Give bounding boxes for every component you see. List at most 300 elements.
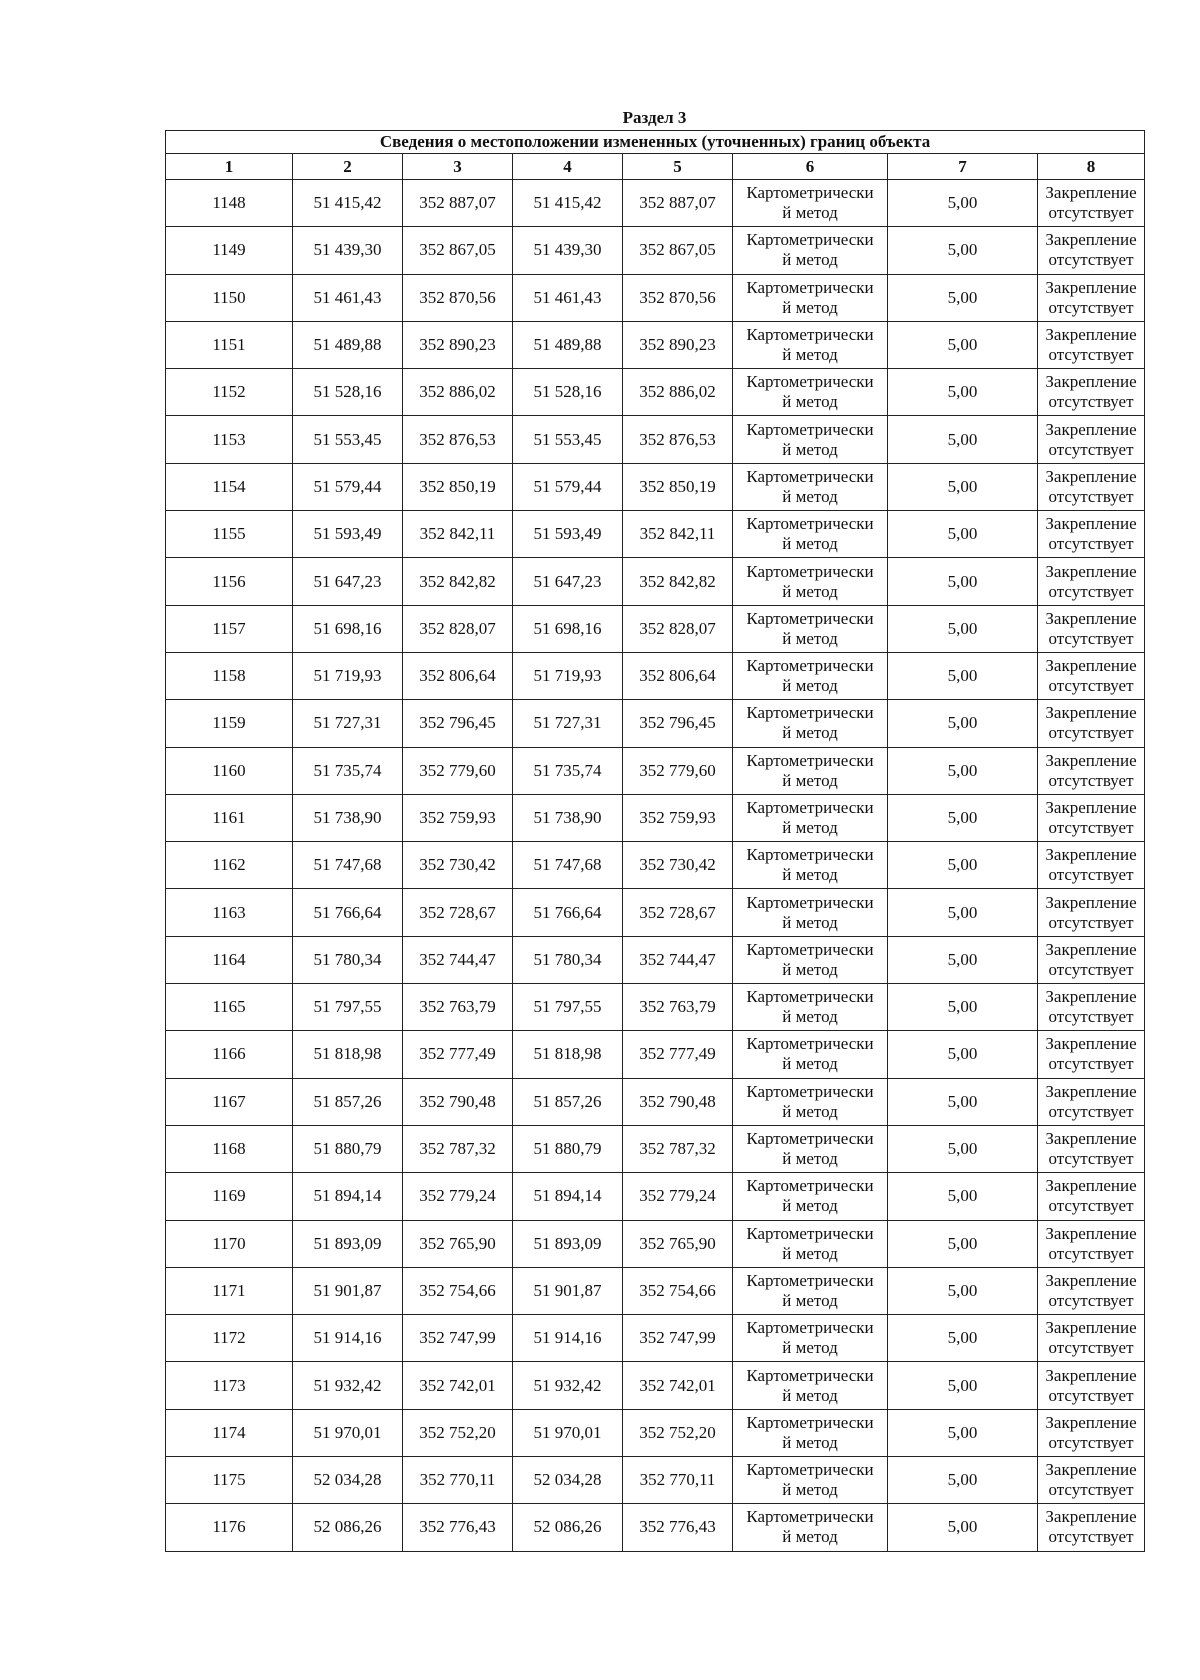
- table-cell-fixation: [1038, 747, 1145, 794]
- fixation-text-line2: отсутствует: [1048, 1243, 1134, 1263]
- method-text-line1: Картометрически: [746, 939, 874, 959]
- table-cell-y2: 352 765,90: [623, 1220, 733, 1267]
- table-cell-fixation: [1038, 1125, 1145, 1172]
- table-cell-x1: 51 894,14: [293, 1173, 403, 1220]
- table-cell-x2: 51 647,23: [513, 558, 623, 605]
- table-cell-accuracy: 5,00: [888, 794, 1038, 841]
- table-cell-n: 1164: [166, 936, 293, 983]
- table-cell-n: 1176: [166, 1504, 293, 1551]
- fixation-text-line2: отсутствует: [1048, 676, 1134, 696]
- column-number: 6: [733, 154, 888, 180]
- fixation-text-line2: отсутствует: [1048, 770, 1134, 790]
- table-cell-accuracy: 5,00: [888, 321, 1038, 368]
- table-cell-fixation: [1038, 558, 1145, 605]
- method-text-line1: Картометрически: [746, 277, 874, 297]
- method-text-line2: й метод: [782, 1196, 838, 1216]
- table-cell-fixation: [1038, 1267, 1145, 1314]
- table-cell-y1: 352 887,07: [403, 180, 513, 227]
- method-text-line2: й метод: [782, 1007, 838, 1027]
- table-cell-y1: 352 777,49: [403, 1031, 513, 1078]
- table-cell-method: [733, 558, 888, 605]
- fixation-text-line1: Закрепление: [1045, 1081, 1137, 1101]
- table-cell-x1: 51 698,16: [293, 605, 403, 652]
- table-cell-n: 1159: [166, 700, 293, 747]
- table-cell-y2: 352 876,53: [623, 416, 733, 463]
- table-cell-x1: 51 970,01: [293, 1409, 403, 1456]
- column-number: 2: [293, 154, 403, 180]
- method-text-line1: Картометрически: [746, 608, 874, 628]
- table-cell-y1: 352 886,02: [403, 369, 513, 416]
- table-cell-y1: 352 828,07: [403, 605, 513, 652]
- table-cell-y1: 352 779,24: [403, 1173, 513, 1220]
- table-cell-y1: 352 744,47: [403, 936, 513, 983]
- fixation-text-line2: отсутствует: [1048, 581, 1134, 601]
- method-text-line2: й метод: [782, 1290, 838, 1310]
- table-cell-fixation: [1038, 842, 1145, 889]
- table-row: [166, 747, 1145, 794]
- table-cell-n: 1169: [166, 1173, 293, 1220]
- table-row: [166, 463, 1145, 510]
- table-cell-accuracy: 5,00: [888, 1125, 1038, 1172]
- column-number: 4: [513, 154, 623, 180]
- table-cell-x2: 51 766,64: [513, 889, 623, 936]
- table-cell-y1: 352 776,43: [403, 1504, 513, 1551]
- table-cell-accuracy: 5,00: [888, 1504, 1038, 1551]
- table-row: [166, 274, 1145, 321]
- table-cell-accuracy: 5,00: [888, 180, 1038, 227]
- table-row: [166, 1078, 1145, 1125]
- table-cell-method: [733, 936, 888, 983]
- table-cell-y2: 352 850,19: [623, 463, 733, 510]
- method-text-line2: й метод: [782, 723, 838, 743]
- column-number-row: [166, 154, 1145, 180]
- table-cell-y2: 352 770,11: [623, 1457, 733, 1504]
- table-cell-x1: 51 528,16: [293, 369, 403, 416]
- table-cell-y2: 352 842,11: [623, 511, 733, 558]
- table-cell-accuracy: 5,00: [888, 1315, 1038, 1362]
- table-cell-accuracy: 5,00: [888, 1173, 1038, 1220]
- table-cell-x1: 51 415,42: [293, 180, 403, 227]
- table-cell-n: 1156: [166, 558, 293, 605]
- method-text-line1: Картометрически: [746, 419, 874, 439]
- table-cell-y2: 352 796,45: [623, 700, 733, 747]
- table-cell-accuracy: 5,00: [888, 416, 1038, 463]
- fixation-text-line1: Закрепление: [1045, 1176, 1137, 1196]
- table-row: [166, 558, 1145, 605]
- method-text-line1: Картометрически: [746, 230, 874, 250]
- table-cell-accuracy: 5,00: [888, 1267, 1038, 1314]
- table-cell-n: 1175: [166, 1457, 293, 1504]
- fixation-text-line2: отсутствует: [1048, 1385, 1134, 1405]
- table-row: [166, 1220, 1145, 1267]
- table-cell-method: [733, 180, 888, 227]
- method-text-line2: й метод: [782, 1243, 838, 1263]
- table-cell-y1: 352 747,99: [403, 1315, 513, 1362]
- table-cell-y2: 352 742,01: [623, 1362, 733, 1409]
- method-text-line1: Картометрически: [746, 561, 874, 581]
- fixation-text-line1: Закрепление: [1045, 230, 1137, 250]
- table-cell-x1: 51 647,23: [293, 558, 403, 605]
- method-text-line1: Картометрически: [746, 798, 874, 817]
- table-cell-method: [733, 1362, 888, 1409]
- table-cell-fixation: [1038, 1031, 1145, 1078]
- fixation-text-line1: Закрепление: [1045, 1412, 1137, 1432]
- table-row: [166, 1457, 1145, 1504]
- table-row: [166, 1409, 1145, 1456]
- table-cell-y2: 352 790,48: [623, 1078, 733, 1125]
- method-text-line2: й метод: [782, 392, 838, 412]
- fixation-text-line1: Закрепление: [1045, 1129, 1137, 1149]
- method-text-line1: Картометрически: [746, 1034, 874, 1054]
- method-text-line2: й метод: [782, 1432, 838, 1452]
- table-cell-x2: 51 893,09: [513, 1220, 623, 1267]
- column-number: 1: [166, 154, 293, 180]
- column-number: 8: [1038, 154, 1145, 180]
- table-cell-fixation: [1038, 889, 1145, 936]
- fixation-text-line1: Закрепление: [1045, 608, 1137, 628]
- table-cell-fixation: [1038, 274, 1145, 321]
- table-cell-fixation: [1038, 1362, 1145, 1409]
- fixation-text-line2: отсутствует: [1048, 912, 1134, 932]
- table-row: [166, 369, 1145, 416]
- table-cell-y2: 352 728,67: [623, 889, 733, 936]
- table-cell-accuracy: 5,00: [888, 463, 1038, 510]
- table-cell-x1: 51 818,98: [293, 1031, 403, 1078]
- table-cell-n: 1155: [166, 511, 293, 558]
- fixation-text-line1: Закрепление: [1045, 1460, 1137, 1480]
- table-cell-y1: 352 867,05: [403, 227, 513, 274]
- table-cell-y2: 352 779,60: [623, 747, 733, 794]
- table-cell-accuracy: 5,00: [888, 1078, 1038, 1125]
- method-text-line1: Картометрически: [746, 183, 874, 203]
- method-text-line1: Картометрически: [746, 750, 874, 770]
- method-text-line1: Картометрически: [746, 703, 874, 723]
- table-cell-fixation: [1038, 1504, 1145, 1551]
- table-cell-x1: 51 439,30: [293, 227, 403, 274]
- method-text-line2: й метод: [782, 770, 838, 790]
- table-cell-y1: 352 728,67: [403, 889, 513, 936]
- table-cell-x2: 51 528,16: [513, 369, 623, 416]
- table-cell-x1: 51 747,68: [293, 842, 403, 889]
- table-cell-method: [733, 700, 888, 747]
- table-cell-method: [733, 416, 888, 463]
- fixation-text-line1: Закрепление: [1045, 325, 1137, 345]
- table-cell-accuracy: 5,00: [888, 558, 1038, 605]
- table-cell-y1: 352 759,93: [403, 794, 513, 841]
- table-cell-accuracy: 5,00: [888, 1409, 1038, 1456]
- table-row: [166, 1362, 1145, 1409]
- method-text-line2: й метод: [782, 818, 838, 837]
- table-cell-y2: 352 759,93: [623, 794, 733, 841]
- table-cell-accuracy: 5,00: [888, 842, 1038, 889]
- table-cell-n: 1162: [166, 842, 293, 889]
- table-cell-n: 1148: [166, 180, 293, 227]
- table-cell-x1: 52 034,28: [293, 1457, 403, 1504]
- method-text-line1: Картометрически: [746, 1129, 874, 1149]
- section-title: Раздел 3: [622, 108, 687, 127]
- table-cell-y1: 352 870,56: [403, 274, 513, 321]
- method-text-line2: й метод: [782, 865, 838, 885]
- method-text-line2: й метод: [782, 297, 838, 317]
- table-row: [166, 936, 1145, 983]
- table-row: [166, 321, 1145, 368]
- table-cell-fixation: [1038, 605, 1145, 652]
- table-row: [166, 180, 1145, 227]
- table-cell-n: 1152: [166, 369, 293, 416]
- table-cell-accuracy: 5,00: [888, 1457, 1038, 1504]
- table-cell-x1: 51 719,93: [293, 652, 403, 699]
- table-cell-x2: 51 719,93: [513, 652, 623, 699]
- table-cell-y1: 352 790,48: [403, 1078, 513, 1125]
- table-cell-x2: 51 797,55: [513, 984, 623, 1031]
- fixation-text-line2: отсутствует: [1048, 534, 1134, 554]
- fixation-text-line1: Закрепление: [1045, 939, 1137, 959]
- table-cell-y2: 352 842,82: [623, 558, 733, 605]
- table-cell-x2: 52 086,26: [513, 1504, 623, 1551]
- table-cell-n: 1157: [166, 605, 293, 652]
- table-cell-n: 1170: [166, 1220, 293, 1267]
- table-cell-y2: 352 890,23: [623, 321, 733, 368]
- table-cell-method: [733, 511, 888, 558]
- table-cell-x1: 51 901,87: [293, 1267, 403, 1314]
- table-cell-n: 1174: [166, 1409, 293, 1456]
- table-cell-y1: 352 850,19: [403, 463, 513, 510]
- method-text-line2: й метод: [782, 1149, 838, 1169]
- table-cell-y1: 352 770,11: [403, 1457, 513, 1504]
- method-text-line1: Картометрически: [746, 325, 874, 345]
- table-cell-method: [733, 1220, 888, 1267]
- table-cell-x1: 51 553,45: [293, 416, 403, 463]
- table-cell-fixation: [1038, 794, 1145, 841]
- table-cell-method: [733, 889, 888, 936]
- table-cell-x1: 51 738,90: [293, 794, 403, 841]
- table-cell-x1: 51 932,42: [293, 1362, 403, 1409]
- table-cell-method: [733, 1504, 888, 1551]
- table-caption-row: [166, 131, 1145, 154]
- fixation-text-line1: Закрепление: [1045, 1507, 1137, 1527]
- table-cell-y1: 352 730,42: [403, 842, 513, 889]
- method-text-line2: й метод: [782, 628, 838, 648]
- fixation-text-line2: отсутствует: [1048, 1101, 1134, 1121]
- table-cell-x1: 51 857,26: [293, 1078, 403, 1125]
- table-cell-y2: 352 763,79: [623, 984, 733, 1031]
- table-cell-x2: 51 593,49: [513, 511, 623, 558]
- table-cell-x2: 51 415,42: [513, 180, 623, 227]
- method-text-line1: Картометрически: [746, 987, 874, 1007]
- table-cell-x1: 52 086,26: [293, 1504, 403, 1551]
- table-cell-fixation: [1038, 463, 1145, 510]
- table-cell-y2: 352 870,56: [623, 274, 733, 321]
- table-cell-y1: 352 754,66: [403, 1267, 513, 1314]
- table-cell-fixation: [1038, 369, 1145, 416]
- table-caption: Сведения о местоположении измененных (уточненных) границ объекта: [166, 131, 1145, 154]
- table-cell-method: [733, 1031, 888, 1078]
- method-text-line1: Картометрически: [746, 1507, 874, 1527]
- table-cell-x2: 51 880,79: [513, 1125, 623, 1172]
- table-cell-accuracy: 5,00: [888, 1031, 1038, 1078]
- table-cell-y1: 352 779,60: [403, 747, 513, 794]
- method-text-line2: й метод: [782, 345, 838, 365]
- fixation-text-line2: отсутствует: [1048, 297, 1134, 317]
- fixation-text-line1: Закрепление: [1045, 892, 1137, 912]
- table-cell-accuracy: 5,00: [888, 889, 1038, 936]
- table-cell-x2: 51 738,90: [513, 794, 623, 841]
- table-cell-x1: 51 780,34: [293, 936, 403, 983]
- table-cell-x2: 51 439,30: [513, 227, 623, 274]
- fixation-text-line1: Закрепление: [1045, 561, 1137, 581]
- table-cell-method: [733, 1267, 888, 1314]
- table-cell-y2: 352 752,20: [623, 1409, 733, 1456]
- fixation-text-line2: отсутствует: [1048, 865, 1134, 885]
- table-row: [166, 511, 1145, 558]
- fixation-text-line1: Закрепление: [1045, 466, 1137, 486]
- fixation-text-line1: Закрепление: [1045, 1034, 1137, 1054]
- table-cell-y1: 352 806,64: [403, 652, 513, 699]
- table-cell-n: 1160: [166, 747, 293, 794]
- table-cell-n: 1168: [166, 1125, 293, 1172]
- table-cell-y1: 352 796,45: [403, 700, 513, 747]
- table-cell-x2: 51 553,45: [513, 416, 623, 463]
- table-cell-fixation: [1038, 1078, 1145, 1125]
- table-cell-fixation: [1038, 511, 1145, 558]
- table-cell-method: [733, 842, 888, 889]
- table-cell-x2: 51 461,43: [513, 274, 623, 321]
- table-cell-y2: 352 747,99: [623, 1315, 733, 1362]
- table-cell-n: 1153: [166, 416, 293, 463]
- table-cell-n: 1172: [166, 1315, 293, 1362]
- table-cell-x2: 51 970,01: [513, 1409, 623, 1456]
- fixation-text-line1: Закрепление: [1045, 1270, 1137, 1290]
- table-cell-x2: 51 894,14: [513, 1173, 623, 1220]
- table-cell-accuracy: 5,00: [888, 1362, 1038, 1409]
- fixation-text-line1: Закрепление: [1045, 845, 1137, 865]
- table-cell-y2: 352 787,32: [623, 1125, 733, 1172]
- table-row: [166, 842, 1145, 889]
- table-cell-n: 1150: [166, 274, 293, 321]
- table-cell-method: [733, 1457, 888, 1504]
- table-cell-x1: 51 461,43: [293, 274, 403, 321]
- table-cell-y2: 352 744,47: [623, 936, 733, 983]
- table-cell-fixation: [1038, 984, 1145, 1031]
- table-row: [166, 1267, 1145, 1314]
- table-cell-method: [733, 1125, 888, 1172]
- table-cell-accuracy: 5,00: [888, 369, 1038, 416]
- method-text-line2: й метод: [782, 676, 838, 696]
- table-cell-method: [733, 794, 888, 841]
- table-cell-x1: 51 579,44: [293, 463, 403, 510]
- table-cell-x1: 51 735,74: [293, 747, 403, 794]
- table-cell-y2: 352 887,07: [623, 180, 733, 227]
- table-cell-accuracy: 5,00: [888, 700, 1038, 747]
- table-cell-y1: 352 842,11: [403, 511, 513, 558]
- table-cell-accuracy: 5,00: [888, 1220, 1038, 1267]
- table-cell-method: [733, 747, 888, 794]
- table-cell-n: 1149: [166, 227, 293, 274]
- table-cell-accuracy: 5,00: [888, 936, 1038, 983]
- table-body: [166, 180, 1145, 1552]
- table-cell-accuracy: 5,00: [888, 652, 1038, 699]
- column-number: 3: [403, 154, 513, 180]
- fixation-text-line1: Закрепление: [1045, 183, 1137, 203]
- table-cell-x2: 51 914,16: [513, 1315, 623, 1362]
- fixation-text-line2: отсутствует: [1048, 345, 1134, 365]
- method-text-line1: Картометрически: [746, 1176, 874, 1196]
- table-cell-n: 1163: [166, 889, 293, 936]
- method-text-line1: Картометрически: [746, 1460, 874, 1480]
- fixation-text-line2: отсутствует: [1048, 723, 1134, 743]
- table-cell-y2: 352 776,43: [623, 1504, 733, 1551]
- coordinates-table: [165, 130, 1145, 1552]
- method-text-line2: й метод: [782, 1480, 838, 1500]
- method-text-line2: й метод: [782, 486, 838, 506]
- fixation-text-line2: отсутствует: [1048, 1290, 1134, 1310]
- table-cell-method: [733, 227, 888, 274]
- method-text-line1: Картометрически: [746, 1365, 874, 1385]
- fixation-text-line1: Закрепление: [1045, 419, 1137, 439]
- method-text-line2: й метод: [782, 1338, 838, 1358]
- table-cell-x1: 51 880,79: [293, 1125, 403, 1172]
- fixation-text-line1: Закрепление: [1045, 277, 1137, 297]
- method-text-line2: й метод: [782, 1101, 838, 1121]
- fixation-text-line1: Закрепление: [1045, 372, 1137, 392]
- fixation-text-line2: отсутствует: [1048, 392, 1134, 412]
- table-cell-x2: 51 579,44: [513, 463, 623, 510]
- method-text-line2: й метод: [782, 203, 838, 223]
- table-cell-x2: 51 747,68: [513, 842, 623, 889]
- method-text-line2: й метод: [782, 1527, 838, 1547]
- table-cell-y1: 352 752,20: [403, 1409, 513, 1456]
- table-cell-n: 1158: [166, 652, 293, 699]
- fixation-text-line2: отсутствует: [1048, 1480, 1134, 1500]
- table-cell-x1: 51 766,64: [293, 889, 403, 936]
- table-cell-n: 1173: [166, 1362, 293, 1409]
- table-cell-method: [733, 652, 888, 699]
- table-cell-method: [733, 1078, 888, 1125]
- fixation-text-line1: Закрепление: [1045, 703, 1137, 723]
- table-cell-n: 1171: [166, 1267, 293, 1314]
- method-text-line1: Картометрически: [746, 1270, 874, 1290]
- method-text-line1: Картометрически: [746, 466, 874, 486]
- table-cell-n: 1151: [166, 321, 293, 368]
- table-cell-y2: 352 730,42: [623, 842, 733, 889]
- table-cell-x2: 51 489,88: [513, 321, 623, 368]
- table-cell-y1: 352 742,01: [403, 1362, 513, 1409]
- method-text-line1: Картометрически: [746, 514, 874, 534]
- fixation-text-line1: Закрепление: [1045, 987, 1137, 1007]
- method-text-line1: Картометрически: [746, 1318, 874, 1338]
- table-cell-fixation: [1038, 936, 1145, 983]
- table-row: [166, 1125, 1145, 1172]
- table-cell-method: [733, 369, 888, 416]
- table-cell-fixation: [1038, 652, 1145, 699]
- table-cell-y2: 352 828,07: [623, 605, 733, 652]
- table-cell-n: 1154: [166, 463, 293, 510]
- table-cell-accuracy: 5,00: [888, 984, 1038, 1031]
- fixation-text-line2: отсутствует: [1048, 628, 1134, 648]
- table-cell-x2: 51 857,26: [513, 1078, 623, 1125]
- table-row: [166, 794, 1145, 841]
- fixation-text-line2: отсутствует: [1048, 1196, 1134, 1216]
- table-cell-x2: 51 818,98: [513, 1031, 623, 1078]
- table-cell-n: 1167: [166, 1078, 293, 1125]
- table-row: [166, 227, 1145, 274]
- table-cell-y2: 352 779,24: [623, 1173, 733, 1220]
- table-cell-method: [733, 984, 888, 1031]
- method-text-line2: й метод: [782, 959, 838, 979]
- table-cell-method: [733, 1409, 888, 1456]
- table-cell-accuracy: 5,00: [888, 605, 1038, 652]
- table-cell-accuracy: 5,00: [888, 227, 1038, 274]
